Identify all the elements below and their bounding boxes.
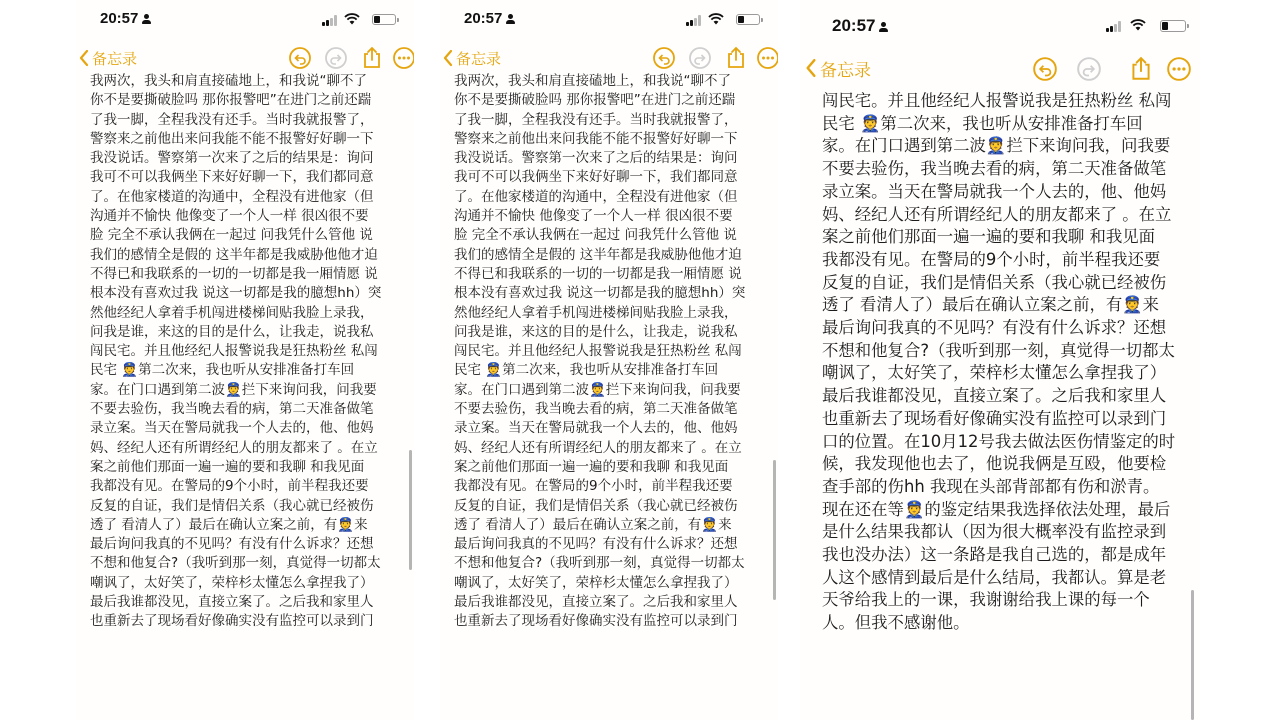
- note-body[interactable]: [90, 72, 406, 632]
- note-line: 我们的感情全是假的 这半年都是我威胁他他才迫: [454, 246, 742, 263]
- note-line: 不想和他复合?（我听到那一刻，真觉得一切都太: [822, 340, 1175, 360]
- note-line: 最后询问我真的不见吗？有没有什么诉求？还想: [90, 536, 374, 553]
- note-line: 透了 看清人了）最后在确认立案之前，有👮来: [822, 295, 1160, 315]
- toolbar: [624, 44, 774, 74]
- scrollbar[interactable]: [1191, 590, 1194, 720]
- note-line: 我都没有见。在警局的9个小时，前半程我还要: [822, 249, 1161, 269]
- chevron-left-icon: [78, 49, 90, 67]
- note-line: 录立案。当天在警局就我一个人去的，他、他妈: [90, 420, 374, 437]
- note-line: 我没说话。警察第一次来了之后的结果是：询问: [454, 150, 738, 167]
- note-line: 案之前他们那面一遍一遍的要和我聊 和我见面: [90, 458, 365, 475]
- note-line: 妈、经纪人还有所谓经纪人的朋友都来了 。在立: [90, 439, 378, 456]
- person-icon: [506, 14, 515, 24]
- note-line: 家。在门口遇到第二波👮拦下来询问我，问我要: [822, 136, 1171, 156]
- note-line: 不要去验伤，我当晚去看的病，第二天准备做笔: [822, 159, 1167, 179]
- note-line: 民宅 👮第二次来，我也听从安排准备打车回: [90, 362, 355, 379]
- note-line: 口的位置。在10月12号我去做法医伤情鉴定的时: [822, 431, 1176, 451]
- redo-icon[interactable]: [1076, 56, 1102, 82]
- status-time: 20:57: [832, 16, 888, 36]
- note-line: 然他经纪人拿着手机闯进楼梯间贴我脸上录我，: [90, 304, 374, 321]
- note-line: 闯民宅。并且他经纪人报警说我是狂热粉丝 私闯: [90, 343, 378, 360]
- notes-panel-3: [800, 0, 1200, 720]
- note-line: 根本没有喜欢过我 说这一切都是我的臆想hh）突: [454, 285, 746, 302]
- note-line: 我也没办法）这一条路是我自己选的，都是成年: [822, 545, 1167, 565]
- note-line: 了我一脚，全程我没有还手。当时我就报警了，: [90, 111, 374, 128]
- note-line: 了。在他家楼道的沟通中，全程没有进他家（但: [454, 188, 738, 205]
- note-line: 家。在门口遇到第二波👮拦下来询问我，问我要: [454, 381, 741, 398]
- notes-panel-1: [76, 0, 414, 720]
- cellular-signal-icon: [322, 15, 338, 26]
- note-line: 闯民宅。并且他经纪人报警说我是狂热粉丝 私闯: [822, 91, 1172, 110]
- note-line: 了我一脚，全程我没有还手。当时我就报警了，: [454, 111, 738, 128]
- nav-bar: [76, 44, 414, 74]
- note-line: 脸 完全不承认我俩在一起过 问我凭什么管他 说: [454, 227, 737, 244]
- note-line: 沟通并不愉快 他像变了一个人一样 很凶很不要: [90, 208, 369, 225]
- note-line: 问我是谁，来这的目的是什么，让我走，说我私: [454, 323, 738, 340]
- undo-icon[interactable]: [288, 46, 312, 70]
- redo-icon[interactable]: [688, 46, 712, 70]
- note-line: 候，我发现他也去了，他说我俩是互殴，他要检: [822, 454, 1167, 474]
- note-line: 最后我谁都没见，直接立案了。之后我和家里人: [454, 594, 738, 611]
- note-line: 脸 完全不承认我俩在一起过 问我凭什么管他 说: [90, 227, 373, 244]
- note-line: 民宅 👮第二次来，我也听从安排准备打车回: [454, 362, 719, 379]
- note-line: 妈、经纪人还有所谓经纪人的朋友都来了 。在立: [822, 204, 1172, 224]
- note-line: 我都没有见。在警局的9个小时，前半程我还要: [90, 478, 369, 495]
- note-line: 闯民宅。并且他经纪人报警说我是狂热粉丝 私闯: [454, 343, 742, 360]
- wifi-icon: [344, 13, 360, 25]
- note-line: 人这个感情到最后是什么结局，我都认。算是老: [822, 567, 1167, 587]
- note-line: 我都没有见。在警局的9个小时，前半程我还要: [454, 478, 733, 495]
- share-icon[interactable]: [360, 46, 384, 70]
- nav-bar: [800, 54, 1200, 84]
- chevron-left-icon: [804, 58, 818, 78]
- more-icon[interactable]: [756, 46, 778, 70]
- note-line: 人。但我不感谢他。: [822, 613, 970, 633]
- note-line: 我两次，我头和肩直接磕地上，和我说“聊不了: [90, 73, 367, 89]
- back-button[interactable]: [442, 46, 501, 70]
- back-label: 备忘录: [92, 49, 138, 68]
- note-line: 反复的自证，我们是情侣关系（我心就已经被伤: [822, 272, 1167, 292]
- note-line: 最后询问我真的不见吗？有没有什么诉求？还想: [822, 318, 1167, 338]
- note-line: 最后我谁都没见，直接立案了。之后我和家里人: [90, 594, 374, 611]
- note-line: 录立案。当天在警局就我一个人去的，他、他妈: [822, 181, 1167, 201]
- share-icon[interactable]: [1128, 56, 1154, 82]
- status-bar: [440, 10, 778, 32]
- note-body[interactable]: [822, 90, 1192, 635]
- battery-icon: [1160, 20, 1186, 32]
- note-line: 我可不可以我俩坐下来好好聊一下，我们都同意: [454, 169, 738, 186]
- note-line: 反复的自证，我们是情侣关系（我心就已经被伤: [90, 497, 374, 514]
- note-line: 最后询问我真的不见吗？有没有什么诉求？还想: [454, 536, 738, 553]
- note-line: 案之前他们那面一遍一遍的要和我聊 和我见面: [822, 227, 1156, 247]
- status-time: 20:57: [464, 10, 515, 27]
- status-bar: [800, 16, 1200, 38]
- note-line: 也重新去了现场看好像确实没有监控可以录到门: [454, 613, 738, 630]
- note-line: 最后我谁都没见，直接立案了。之后我和家里人: [822, 386, 1167, 406]
- battery-icon: [372, 14, 396, 25]
- note-line: 我们的感情全是假的 这半年都是我威胁他他才迫: [90, 246, 378, 263]
- back-button[interactable]: [804, 56, 871, 80]
- note-line: 问我是谁，来这的目的是什么，让我走，说我私: [90, 323, 374, 340]
- note-line: 根本没有喜欢过我 说这一切都是我的臆想hh）突: [90, 285, 382, 302]
- note-line: 你不是要撕破脸吗 那你报警吧”在进门之前还踹: [90, 92, 372, 109]
- person-icon: [142, 14, 151, 24]
- undo-icon[interactable]: [1032, 56, 1058, 82]
- note-line: 嘲讽了，太好笑了，荣梓杉太懂怎么拿捏我了）: [454, 574, 738, 591]
- note-body[interactable]: [454, 72, 770, 632]
- note-line: 警察来之前他出来问我能不能不报警好好聊一下: [454, 130, 738, 147]
- note-line: 民宅 👮第二次来，我也听从安排准备打车回: [822, 113, 1143, 133]
- cellular-signal-icon: [686, 15, 702, 26]
- note-line: 不要去验伤，我当晚去看的病，第二天准备做笔: [90, 401, 374, 418]
- note-line: 也重新去了现场看好像确实没有监控可以录到门: [822, 408, 1167, 428]
- note-line: 不想和他复合?（我听到那一刻，真觉得一切都太: [454, 555, 745, 572]
- note-line: 我两次，我头和肩直接磕地上，和我说“聊不了: [454, 73, 731, 89]
- note-line: 你不是要撕破脸吗 那你报警吧”在进门之前还踹: [454, 92, 736, 109]
- note-line: 我没说话。警察第一次来了之后的结果是：询问: [90, 150, 374, 167]
- back-button[interactable]: [78, 46, 137, 70]
- note-line: 现在还在等👮的鉴定结果我选择依法处理，最后: [822, 499, 1171, 519]
- note-line: 透了 看清人了）最后在确认立案之前，有👮来: [454, 516, 732, 533]
- chevron-left-icon: [442, 49, 454, 67]
- back-label: 备忘录: [820, 60, 871, 81]
- note-line: 然他经纪人拿着手机闯进楼梯间贴我脸上录我，: [454, 304, 738, 321]
- note-line: 沟通并不愉快 他像变了一个人一样 很凶很不要: [454, 208, 733, 225]
- toolbar: [260, 44, 410, 74]
- notes-panel-2: [440, 0, 778, 720]
- toolbar: [1014, 54, 1194, 84]
- note-line: 是什么结果我都认（因为很大概率没有监控录到: [822, 522, 1167, 542]
- note-line: 不想和他复合?（我听到那一刻，真觉得一切都太: [90, 555, 381, 572]
- note-line: 天爷给我上的一课，我谢谢给我上课的每一个: [822, 590, 1150, 610]
- note-line: 案之前他们那面一遍一遍的要和我聊 和我见面: [454, 458, 729, 475]
- note-line: 不得已和我联系的一切的一切都是我一厢情愿 说: [90, 265, 378, 282]
- person-icon: [879, 22, 888, 32]
- note-line: 我可不可以我俩坐下来好好聊一下，我们都同意: [90, 169, 374, 186]
- note-line: 透了 看清人了）最后在确认立案之前，有👮来: [90, 516, 368, 533]
- scrollbar[interactable]: [409, 450, 412, 570]
- status-bar: [76, 10, 414, 32]
- note-line: 警察来之前他出来问我能不能不报警好好聊一下: [90, 130, 374, 147]
- note-line: 不得已和我联系的一切的一切都是我一厢情愿 说: [454, 265, 742, 282]
- scrollbar[interactable]: [773, 460, 776, 600]
- note-line: 也重新去了现场看好像确实没有监控可以录到门: [90, 613, 374, 630]
- note-line: 嘲讽了，太好笑了，荣梓杉太懂怎么拿捏我了）: [822, 363, 1167, 383]
- undo-icon[interactable]: [652, 46, 676, 70]
- wifi-icon: [1130, 19, 1146, 31]
- back-label: 备忘录: [456, 49, 502, 68]
- cellular-signal-icon: [1106, 21, 1122, 32]
- note-line: 录立案。当天在警局就我一个人去的，他、他妈: [454, 420, 738, 437]
- more-icon[interactable]: [392, 46, 414, 70]
- status-time: 20:57: [100, 10, 151, 27]
- note-line: 嘲讽了，太好笑了，荣梓杉太懂怎么拿捏我了）: [90, 574, 374, 591]
- note-line: 查手部的伤hh 我现在头部背部都有伤和淤青。: [822, 476, 1160, 496]
- share-icon[interactable]: [724, 46, 748, 70]
- note-line: 妈、经纪人还有所谓经纪人的朋友都来了 。在立: [454, 439, 742, 456]
- note-line: 家。在门口遇到第二波👮拦下来询问我，问我要: [90, 381, 377, 398]
- wifi-icon: [708, 13, 724, 25]
- more-icon[interactable]: [1166, 56, 1192, 82]
- note-line: 不要去验伤，我当晚去看的病，第二天准备做笔: [454, 401, 738, 418]
- battery-icon: [736, 14, 760, 25]
- note-line: 反复的自证，我们是情侣关系（我心就已经被伤: [454, 497, 738, 514]
- note-line: 了。在他家楼道的沟通中，全程没有进他家（但: [90, 188, 374, 205]
- redo-icon[interactable]: [324, 46, 348, 70]
- nav-bar: [440, 44, 778, 74]
